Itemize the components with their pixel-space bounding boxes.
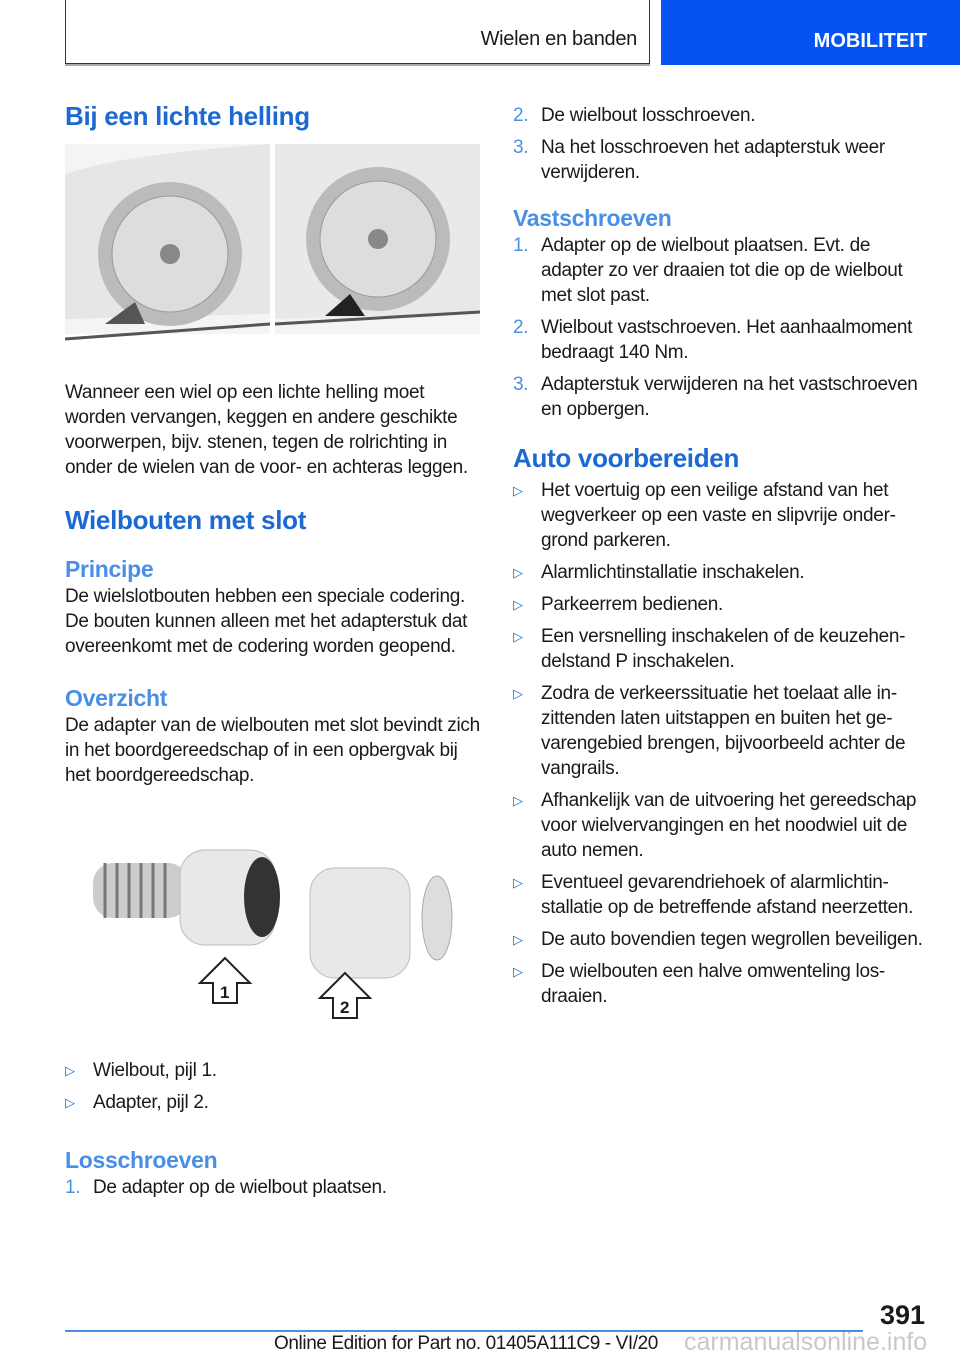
chapter-label: MOBILITEIT [813, 30, 927, 52]
loosen-steps [65, 1175, 485, 1200]
prepare-list [513, 478, 933, 1009]
watermark: carmanualsonline.info [684, 1328, 928, 1356]
slope-wheel-illustration [65, 144, 480, 344]
list-item [513, 870, 933, 920]
step-item [513, 103, 933, 128]
step-text: De wielbout losschroeven. [541, 105, 756, 126]
list-item [513, 959, 933, 1009]
triangle-bullet-icon: ▷ [513, 483, 523, 498]
list-item-text: Zodra de verkeerssituatie het toelaat alle inzittenden laten uitstappen en buiten het gevarengebied brengen, bijvoorbeeld achter de vangrails. [541, 683, 906, 779]
list-item-text: Het voertuig op een veilige afstand van het wegverkeer op een vaste en slipvrije ondergrond parkeren. [541, 480, 896, 551]
triangle-bullet-icon: ▷ [513, 686, 523, 701]
list-item [513, 681, 933, 781]
overview-list [65, 1058, 485, 1115]
list-item [65, 1090, 485, 1115]
step-text: Adapter op de wielbout plaatsen. Evt. de adapter zo ver draaien tot die op de wielbout met slot past. [541, 235, 903, 306]
bolt-adapter-illustration [65, 808, 480, 1048]
list-item-text: Een versnelling inschakelen of de keuzehendelstand P inschakelen. [541, 626, 906, 672]
step-number: 1. [513, 235, 529, 256]
step-item [513, 233, 933, 308]
heading-wheel-locks: Wielbouten met slot [65, 505, 307, 535]
step-item [513, 315, 933, 365]
triangle-bullet-icon: ▷ [513, 932, 523, 947]
list-item-text: De auto bovendien tegen wegrollen beveiligen. [541, 929, 923, 950]
step-item [65, 1175, 485, 1200]
list-item-text: De wielbouten een halve omwenteling losdraaien. [541, 961, 886, 1007]
arrow-label-1: 1 [220, 983, 230, 1002]
right-column [513, 103, 933, 1016]
step-text: Adapterstuk verwijderen na het vastschroeven en opbergen. [541, 374, 918, 420]
list-item [513, 560, 933, 585]
list-item-text: Wielbout, pijl 1. [93, 1060, 217, 1081]
step-number: 3. [513, 374, 529, 395]
list-item-text: Adapter, pijl 2. [93, 1092, 209, 1113]
header-section-box [65, 0, 650, 64]
heading-loosen: Losschroeven [65, 1147, 218, 1173]
step-text: Na het losschroeven het adapterstuk weer verwijderen. [541, 137, 885, 183]
heading-tighten: Vastschroeven [513, 205, 672, 231]
step-number: 2. [513, 105, 529, 126]
step-number: 2. [513, 317, 529, 338]
triangle-bullet-icon: ▷ [65, 1063, 75, 1078]
triangle-bullet-icon: ▷ [513, 565, 523, 580]
overview-text: De adapter van de wielbouten met slot bevindt zich in het boordgereedschap of in een opbergvak bij het boordgereedschap. [65, 715, 480, 786]
step-text: Wielbout vastschroeven. Het aanhaalmoment bedraagt 140 Nm. [541, 317, 913, 363]
list-item [513, 788, 933, 863]
triangle-bullet-icon: ▷ [513, 875, 523, 890]
list-item [513, 927, 933, 952]
triangle-bullet-icon: ▷ [65, 1095, 75, 1110]
bolt-adapter-drawing [65, 808, 480, 1048]
edition-text: Online Edition for Part no. 01405A111C9 - VI/20 [274, 1333, 658, 1354]
step-number: 3. [513, 137, 529, 158]
slope-text: Wanneer een wiel op een lichte helling moet worden vervangen, keggen en andere geschikte voorwerpen, bijv. stenen, tegen de rolrichting in onder de wielen van de voor- en achteras leggen. [65, 382, 468, 478]
loosen-steps-continued [513, 103, 933, 185]
step-text: De adapter op de wielbout plaatsen. [93, 1177, 387, 1198]
list-item [513, 592, 933, 617]
list-item-text: Alarmlichtinstallatie inschakelen. [541, 562, 805, 583]
section-title: Wielen en banden [480, 28, 637, 50]
list-item [513, 624, 933, 674]
list-item-text: Eventueel gevarendriehoek of alarmlichtinstallatie op de betreffende afstand neerzetten. [541, 872, 914, 918]
heading-slope: Bij een lichte helling [65, 101, 310, 131]
step-item [513, 135, 933, 185]
tighten-steps [513, 233, 933, 422]
heading-principle: Principe [65, 556, 154, 582]
arrow-label-2: 2 [340, 998, 350, 1017]
triangle-bullet-icon: ▷ [513, 793, 523, 808]
principle-text: De wielslotbouten hebben een speciale codering. De bouten kunnen alleen met het adapterstuk dat overeenkomt met de codering worden geopend. [65, 586, 468, 657]
list-item-text: Parkeerrem bedienen. [541, 594, 723, 615]
page-number: 391 [880, 1300, 926, 1330]
left-column [65, 100, 485, 1207]
triangle-bullet-icon: ▷ [513, 597, 523, 612]
heading-prepare: Auto voorbereiden [513, 443, 740, 473]
triangle-bullet-icon: ▷ [513, 964, 523, 979]
heading-overview: Overzicht [65, 685, 168, 711]
step-number: 1. [65, 1177, 81, 1198]
list-item [65, 1058, 485, 1083]
step-item [513, 372, 933, 422]
triangle-bullet-icon: ▷ [513, 629, 523, 644]
list-item-text: Afhankelijk van de uitvoering het gereedschap voor wielvervangingen en het noodwiel uit de auto nemen. [541, 790, 917, 861]
list-item [513, 478, 933, 553]
chapter-tab[interactable] [661, 0, 960, 65]
